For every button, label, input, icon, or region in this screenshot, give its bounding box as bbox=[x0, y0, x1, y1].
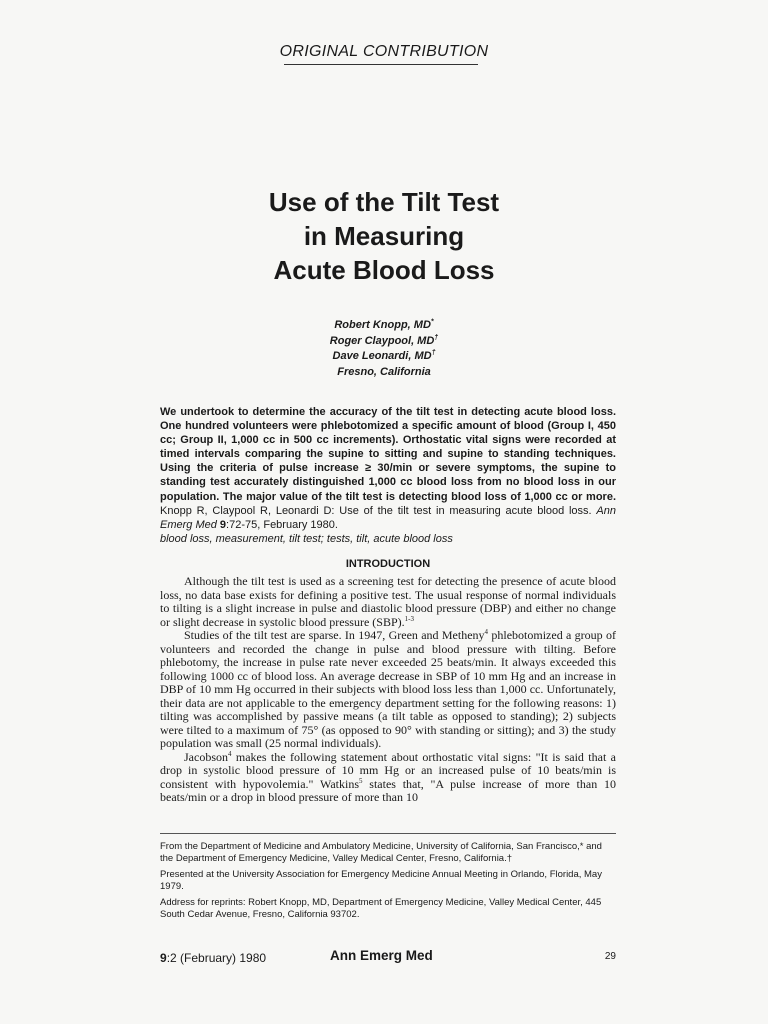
keywords: blood loss, measurement, tilt test; tests, tilt, acute blood loss bbox=[160, 532, 453, 545]
footer-issue-text: :2 (February) 1980 bbox=[166, 951, 267, 965]
paragraph-text: states that, "A pulse increase of more than 10 beats/min or a drop in blood pressure of more than 10 bbox=[160, 776, 616, 804]
author-location: Fresno, California bbox=[337, 365, 431, 378]
section-label: ORIGINAL CONTRIBUTION bbox=[279, 43, 489, 60]
footnote-reprints: Address for reprints: Robert Knopp, MD, Department of Emergency Medicine, Valley Medical Center, 445 South Cedar Avenue, Fresno, California 93702. bbox=[160, 897, 602, 920]
author-name: Roger Claypool, MD bbox=[329, 334, 435, 347]
abstract-text: We undertook to determine the accuracy of the tilt test in detecting acute blood loss. One hundred volunteers were phlebotomized a specific amount of blood (Group I, 450 cc; Group II, 1,000 cc in 500 cc increments). Orthostatic vital signs were recorded at timed intervals comparing the supine to sitting and supine to standing techniques. Using the criteria of pulse increase ≥ 30/min or severe symptoms, the supine to standing test accurately distinguished 1,000 cc blood loss from no blood loss in our population. The major value of the tilt test is detecting blood loss of 1,000 cc or more. bbox=[160, 406, 616, 503]
author-mark: † bbox=[431, 349, 436, 357]
section-label-underline bbox=[284, 64, 478, 65]
paragraph bbox=[160, 629, 616, 751]
paragraph-text: Studies of the tilt test are sparse. In 1947, Green and Metheny bbox=[184, 628, 485, 642]
title-line: Use of the Tilt Test bbox=[268, 187, 500, 217]
citation-authors: Knopp R, Claypool R, Leonardi D: Use of the tilt test in measuring acute blood loss. bbox=[160, 504, 592, 517]
title-line: in Measuring bbox=[303, 221, 465, 251]
author-mark: * bbox=[430, 318, 434, 326]
paragraph-text: makes the following statement about orthostatic vital signs: "It is said that a drop in systolic blood pressure of 10 mm Hg or an increased pulse of 10 beats/min is consistent with hypovolemia." Watkins bbox=[160, 749, 616, 791]
footnote-affiliation: From the Department of Medicine and Ambulatory Medicine, University of California, San Francisco,* and the Department of Emergency Medicine, Valley Medical Center, Fresno, California.† bbox=[160, 841, 602, 864]
introduction-heading: INTRODUCTION bbox=[345, 558, 431, 570]
title-line: Acute Blood Loss bbox=[273, 255, 495, 285]
footer-issue bbox=[160, 951, 266, 965]
citation-volume: 9 bbox=[219, 518, 227, 531]
author-name: Dave Leonardi, MD bbox=[332, 350, 432, 362]
paragraph bbox=[160, 751, 616, 805]
reference-mark: 4 bbox=[484, 628, 489, 636]
author-block bbox=[0, 318, 768, 380]
author-name: Robert Knopp, MD bbox=[334, 319, 431, 331]
citation-rest: :72-75, February 1980. bbox=[226, 518, 338, 531]
paragraph-text: Jacobson bbox=[184, 749, 228, 764]
author-mark: † bbox=[434, 333, 439, 341]
author bbox=[0, 334, 768, 350]
footnotes bbox=[160, 841, 616, 925]
page-number: 29 bbox=[604, 951, 616, 962]
reference-mark: 4 bbox=[228, 749, 232, 758]
reference-mark: 5 bbox=[359, 776, 363, 785]
footer-volume: 9 bbox=[160, 951, 167, 965]
paragraph-text: Although the tilt test is used as a screening test for detecting the presence of acute blood loss, no data base exists for defining a positive test. The usual response of normal individuals to tilting is a slight increase in pulse and diastolic blood pressure (DBP) and either no change or slight decrease in systolic blood pressure (SBP). bbox=[160, 574, 616, 629]
article-title bbox=[0, 185, 768, 287]
paragraph bbox=[160, 575, 616, 629]
citation-journal: Ann Emerg Med bbox=[160, 504, 616, 531]
author bbox=[0, 349, 768, 365]
body-text bbox=[160, 575, 616, 805]
reference-mark: 1-3 bbox=[404, 614, 414, 623]
footnote-presented: Presented at the University Association for Emergency Medicine Annual Meeting in Orlando, Florida, May 1979. bbox=[160, 869, 602, 892]
abstract bbox=[160, 405, 616, 546]
author bbox=[0, 318, 768, 334]
footnote-divider bbox=[160, 833, 616, 834]
paragraph-text: phlebotomized a group of volunteers and recorded the change in pulse and blood pressure with tilting. Before phlebotomy, the increase in pulse rate never exceeded 25 beats/min. It always exceeded this following 1000 cc of blood loss. An average decrease in SBP of 10 mm Hg and an increase in DBP of 10 mm Hg occurred in their subjects with blood loss less than 1,000 cc. Unfortunately, their data are not applicable to the emergency department setting for the following reasons: 1) tilting was accomplished by passive means (a tilt table as opposed to standing); 2) subjects were tilted to a maximum of 75° (as opposed to 90° with standing or sitting); and 3) the study population was small (25 normal individuals). bbox=[160, 628, 616, 750]
footer-journal: Ann Emerg Med bbox=[330, 948, 433, 963]
